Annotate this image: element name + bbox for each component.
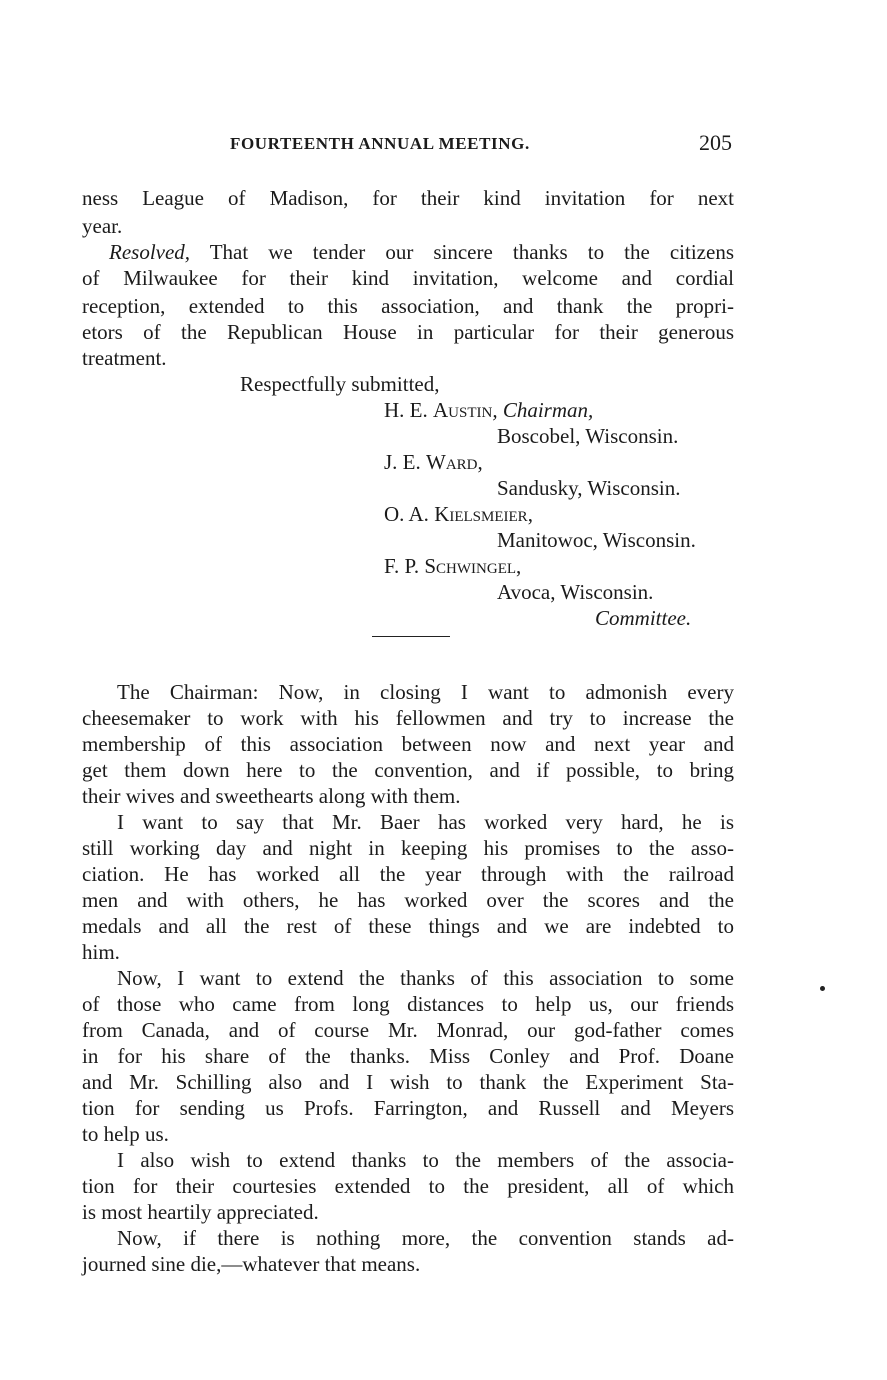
member-place: Manitowoc, Wisconsin. <box>497 528 696 552</box>
member-initials: O. A. <box>384 502 429 526</box>
text-line: is most heartily appreciated. <box>82 1200 319 1224</box>
text-line: etors of the Republican House in particular for their generous <box>82 320 734 344</box>
text-line: ness League of Madison, for their kind invitation for next <box>82 186 734 210</box>
member-place: Sandusky, Wisconsin. <box>497 476 681 500</box>
text-line: their wives and sweethearts along with them. <box>82 784 461 808</box>
committee-member <box>384 552 521 580</box>
page-header <box>82 132 732 162</box>
text-line: of those who came from long distances to help us, our friends <box>82 992 734 1016</box>
text-line: men and with others, he has worked over the scores and the <box>82 888 734 912</box>
text-line: Now, I want to extend the thanks of this association to some <box>117 966 734 990</box>
member-role: , <box>477 450 483 474</box>
member-role: , <box>527 502 533 526</box>
text-line: Now, if there is nothing more, the convention stands ad- <box>117 1226 734 1250</box>
member-initials: H. E. <box>384 398 428 422</box>
committee-member <box>384 448 483 476</box>
member-place: Boscobel, Wisconsin. <box>497 424 679 448</box>
text-line: and Mr. Schilling also and I wish to thank the Experiment Sta- <box>82 1070 734 1094</box>
text-line: membership of this association between now and next year and <box>82 732 734 756</box>
text-line: The Chairman: Now, in closing I want to admonish every <box>117 680 734 704</box>
resolved-word: Resolved, <box>109 240 191 264</box>
member-surname: Kielsmeier <box>434 502 528 526</box>
closing-line: Respectfully submitted, <box>240 372 440 396</box>
text-line: cheesemaker to work with his fellowmen and try to increase the <box>82 706 734 730</box>
text-line: ciation. He has worked all the year through with the railroad <box>82 862 734 886</box>
resolved-line <box>82 238 734 266</box>
text-line: tion for sending us Profs. Farrington, and Russell and Meyers <box>82 1096 734 1120</box>
member-surname: Austin <box>433 398 493 422</box>
text-line: him. <box>82 940 120 964</box>
text-line: from Canada, and of course Mr. Monrad, our god-father comes <box>82 1018 734 1042</box>
text-line: reception, extended to this association, and thank the propri- <box>82 294 734 318</box>
text-line: journed sine die,—whatever that means. <box>82 1252 421 1276</box>
committee-member <box>384 500 533 528</box>
member-surname: Ward <box>426 450 478 474</box>
text-line: medals and all the rest of these things and we are indebted to <box>82 914 734 938</box>
text-line: year. <box>82 214 123 238</box>
page-number: 205 <box>699 130 732 155</box>
text-line: treatment. <box>82 346 167 370</box>
member-initials: J. E. <box>384 450 421 474</box>
text-line: I want to say that Mr. Baer has worked very hard, he is <box>117 810 734 834</box>
text-line: in for his share of the thanks. Miss Conley and Prof. Doane <box>82 1044 734 1068</box>
member-surname: Schwingel <box>424 554 517 578</box>
text-line: I also wish to extend thanks to the members of the associa- <box>117 1148 734 1172</box>
member-role: , <box>516 554 522 578</box>
member-initials: F. P. <box>384 554 420 578</box>
committee-member <box>384 396 593 424</box>
ink-speck <box>820 986 825 991</box>
running-head: FOURTEENTH ANNUAL MEETING. <box>230 134 530 153</box>
committee-label: Committee. <box>595 606 692 630</box>
text-line: still working day and night in keeping his promises to the asso- <box>82 836 734 860</box>
member-place: Avoca, Wisconsin. <box>497 580 654 604</box>
member-role: , Chairman, <box>492 398 594 422</box>
text-span: That we tender our sincere thanks to the citizens <box>190 240 734 264</box>
section-divider <box>372 636 450 637</box>
text-line: tion for their courtesies extended to the president, all of which <box>82 1174 734 1198</box>
text-line: to help us. <box>82 1122 169 1146</box>
text-line: of Milwaukee for their kind invitation, welcome and cordial <box>82 266 734 290</box>
text-line: get them down here to the convention, and if possible, to bring <box>82 758 734 782</box>
